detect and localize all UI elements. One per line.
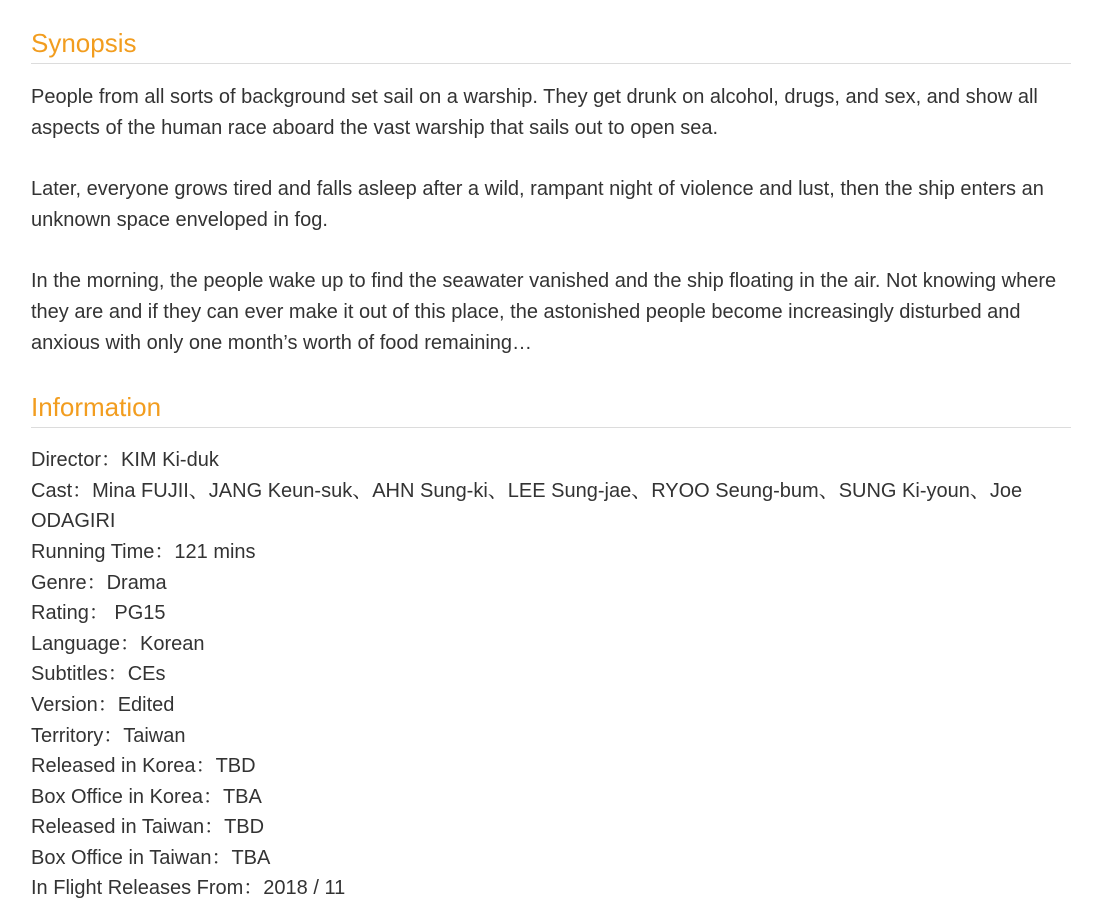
info-separator: ： bbox=[211, 846, 232, 869]
info-value: TBA bbox=[231, 846, 271, 869]
info-label: Box Office in Korea bbox=[31, 785, 203, 808]
info-label: Rating bbox=[31, 602, 89, 625]
info-separator: ： bbox=[86, 571, 107, 594]
info-label: Territory bbox=[31, 724, 104, 747]
info-value: TBD bbox=[215, 755, 256, 778]
info-label: Version bbox=[31, 693, 98, 716]
info-separator: ： bbox=[72, 479, 93, 502]
info-label: Subtitles bbox=[31, 663, 108, 686]
info-value: TBD bbox=[224, 816, 265, 839]
info-label: Language bbox=[31, 632, 120, 655]
info-value: PG15 bbox=[108, 602, 166, 625]
info-row-running-time bbox=[31, 537, 1071, 568]
info-separator: ： bbox=[195, 755, 216, 778]
info-value: KIM Ki-duk bbox=[121, 449, 219, 472]
info-value: Edited bbox=[117, 693, 175, 716]
info-value: 121 mins bbox=[174, 540, 256, 563]
info-label: Running Time bbox=[31, 540, 155, 563]
synopsis-body bbox=[31, 82, 1071, 358]
info-value: 2018 / 11 bbox=[263, 877, 346, 900]
info-label: Genre bbox=[31, 571, 87, 594]
info-row-language bbox=[31, 629, 1071, 660]
synopsis-paragraph-3: In the morning, the people wake up to find the seawater vanished and the ship floating in the air. Not knowing where they are and if they can ever make it out of this place, the astonished people become increasingly disturbed and anxious with only one month’s worth of food remaining… bbox=[31, 270, 1057, 354]
info-label: In Flight Releases From bbox=[31, 877, 244, 900]
info-row-in-flight-releases bbox=[31, 873, 1071, 904]
info-label: Director bbox=[31, 449, 102, 472]
info-value: Drama bbox=[106, 571, 167, 594]
info-separator: ： bbox=[97, 693, 118, 716]
info-value: CEs bbox=[127, 663, 166, 686]
info-separator: ： bbox=[119, 632, 140, 655]
info-row-director bbox=[31, 445, 1071, 476]
info-separator: ： bbox=[107, 663, 128, 686]
info-value: Taiwan bbox=[123, 724, 186, 747]
info-separator: ： bbox=[103, 724, 124, 747]
info-row-genre bbox=[31, 568, 1071, 599]
info-separator: ： bbox=[101, 449, 122, 472]
info-separator: ： bbox=[88, 602, 109, 625]
synopsis-paragraph-2: Later, everyone grows tired and falls asleep after a wild, rampant night of violence and lust, then the ship enters an unknown space enveloped in fog. bbox=[31, 178, 1044, 231]
info-row-rating bbox=[31, 598, 1071, 629]
info-row-subtitles bbox=[31, 659, 1071, 690]
info-separator: ： bbox=[204, 816, 225, 839]
info-label: Released in Korea bbox=[31, 755, 196, 778]
info-row-box-office-taiwan bbox=[31, 843, 1071, 874]
info-row-box-office-korea bbox=[31, 782, 1071, 813]
info-separator: ： bbox=[243, 877, 264, 900]
synopsis-paragraph-1: People from all sorts of background set sail on a warship. They get drunk on alcohol, drugs, and sex, and show all aspects of the human race aboard the vast warship that sails out to open sea. bbox=[31, 86, 1038, 139]
info-row-cast bbox=[31, 476, 1071, 537]
info-row-territory bbox=[31, 721, 1071, 752]
info-row-released-korea bbox=[31, 751, 1071, 782]
info-row-released-taiwan bbox=[31, 812, 1071, 843]
info-separator: ： bbox=[202, 785, 223, 808]
info-label: Box Office in Taiwan bbox=[31, 846, 212, 869]
synopsis-heading: Synopsis bbox=[31, 22, 1071, 64]
info-value: TBA bbox=[222, 785, 262, 808]
info-row-version bbox=[31, 690, 1071, 721]
info-label: Cast bbox=[31, 479, 73, 502]
info-label: Released in Taiwan bbox=[31, 816, 205, 839]
information-list bbox=[31, 445, 1071, 904]
info-value: Korean bbox=[139, 632, 205, 655]
information-heading: Information bbox=[31, 386, 1071, 428]
info-separator: ： bbox=[154, 540, 175, 563]
info-value: Mina FUJII、JANG Keun-suk、AHN Sung-ki、LEE Sung-jae、RYOO Seung-bum、SUNG Ki-youn、Joe ODAGIRI bbox=[31, 479, 1023, 533]
